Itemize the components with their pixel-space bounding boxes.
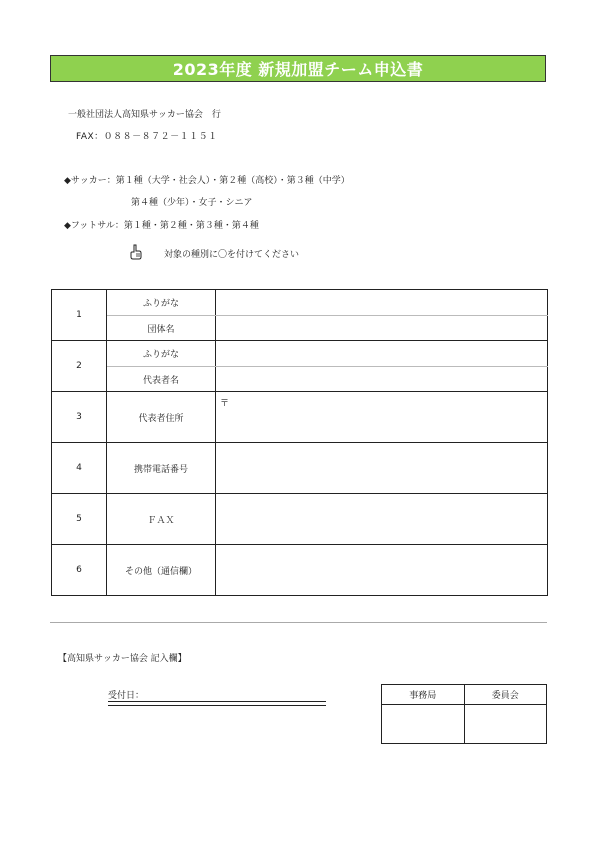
row-number: 6 — [52, 545, 107, 596]
team-name-label: 団体名 — [107, 316, 216, 341]
received-date-line[interactable] — [108, 701, 326, 706]
row-number: 4 — [52, 443, 107, 494]
notes-field[interactable] — [216, 545, 548, 596]
office-section-heading: 【高知県サッカー協会 記入欄】 — [58, 654, 187, 664]
team-name-field[interactable] — [216, 316, 548, 341]
rep-address-label: 代表者住所 — [107, 392, 216, 443]
row-number: 5 — [52, 494, 107, 545]
form-title: 2023年度 新規加盟チーム申込書 — [172, 60, 424, 79]
mobile-phone-field[interactable] — [216, 443, 548, 494]
team-furigana-field[interactable] — [216, 290, 548, 316]
postal-mark: 〒 — [220, 399, 230, 409]
row-number: 2 — [52, 341, 107, 392]
recipient-org: 一般社団法人高知県サッカー協会 行 — [68, 110, 221, 120]
office-stamp-table — [381, 684, 547, 744]
furigana-label: ふりがな — [107, 290, 216, 316]
rep-name-field[interactable] — [216, 367, 548, 392]
futsal-categories: ◆フットサル：第１種・第２種・第３種・第４種 — [64, 221, 259, 231]
section-divider — [50, 622, 547, 623]
instruction-text: 対象の種別に〇を付けてください — [164, 250, 300, 260]
fax-label: ＦＡＸ — [107, 494, 216, 545]
received-date-label: 受付日： — [108, 691, 145, 701]
rep-address-field[interactable] — [216, 392, 548, 443]
soccer-categories: ◆サッカー：第１種（大学・社会人）・第２種（高校）・第３種（中学） — [64, 176, 350, 186]
rep-furigana-field[interactable] — [216, 341, 548, 367]
office-col-secretariat: 事務局 — [382, 685, 465, 705]
rep-name-label: 代表者名 — [107, 367, 216, 392]
application-form-table — [51, 289, 548, 596]
committee-stamp-cell[interactable] — [464, 705, 547, 744]
notes-label: その他（通信欄） — [107, 545, 216, 596]
pointing-hand-icon — [128, 244, 142, 260]
secretariat-stamp-cell[interactable] — [382, 705, 465, 744]
form-title-bar — [50, 55, 546, 82]
furigana-label: ふりがな — [107, 341, 216, 367]
recipient-fax: FAX：０８８－８７２－１１５１ — [76, 132, 218, 142]
mobile-phone-label: 携帯電話番号 — [107, 443, 216, 494]
office-col-committee: 委員会 — [464, 685, 547, 705]
row-number: 3 — [52, 392, 107, 443]
row-number: 1 — [52, 290, 107, 341]
soccer-categories-cont: 第４種（少年）・女子・シニア — [131, 198, 253, 208]
fax-field[interactable] — [216, 494, 548, 545]
